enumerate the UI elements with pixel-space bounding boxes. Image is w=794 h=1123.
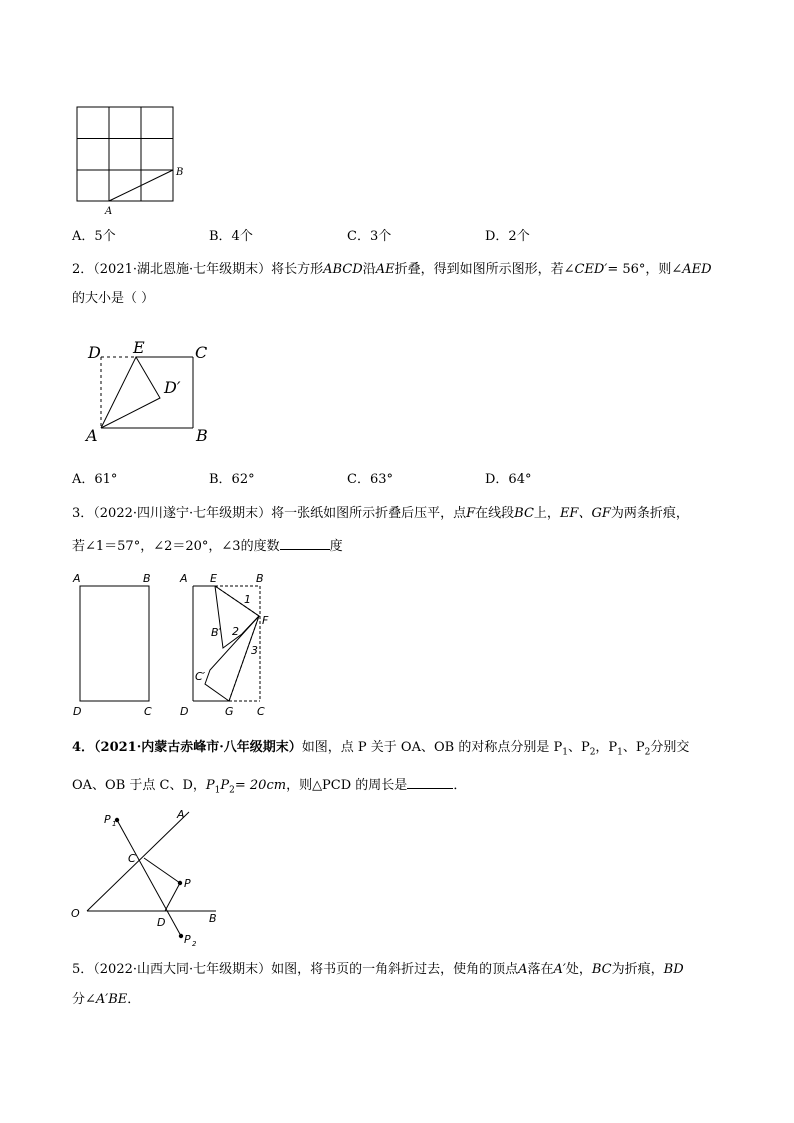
label-c: C: [195, 343, 208, 362]
q2-stem-line1: 2．（2021·湖北恩施·七年级期末）将长方形ABCD沿AE折叠，得到如图所示图形，若∠CED′= 56°，则∠AED: [72, 262, 712, 277]
label-b2: B: [256, 572, 264, 585]
label-a: A: [86, 426, 98, 445]
q4-stem-line1: 4．（2021·内蒙古赤峰市·八年级期末）如图，点 P 关于 OA、OB 的对称点分别是 $P_1$、$P_2$，$P_1$、$P_2$分别交: [72, 740, 690, 758]
label-a1: A: [73, 572, 81, 585]
label-p2: P: [184, 933, 191, 946]
label-g: G: [225, 705, 234, 718]
q3-stem-line2: 若∠1＝57°，∠2＝20°，∠3的度数 度: [72, 539, 343, 554]
q4-answer-blank[interactable]: [407, 776, 453, 789]
label-p2-sub: 2: [192, 940, 197, 948]
q2-option-c: C．63°: [347, 472, 393, 487]
q2-option-a: A．61°: [72, 472, 118, 487]
label-e: E: [210, 572, 217, 585]
label-d1: D: [73, 705, 82, 718]
label-p: P: [184, 877, 191, 890]
label-angle-1: 1: [244, 593, 251, 606]
label-p1: P: [104, 813, 111, 826]
label-p1-sub: 1: [112, 820, 117, 828]
label-d-prime: D′: [164, 378, 181, 397]
q4-reflection-figure: [68, 805, 238, 950]
grid-outline: [77, 107, 173, 201]
label-b: B: [209, 912, 217, 925]
q3-stem-line1: 3．（2022·四川遂宁·七年级期末）将一张纸如图所示折叠后压平，点F在线段BC上，EF、GF为两条折痕，: [72, 506, 689, 521]
label-angle-3: 3: [251, 644, 258, 657]
ray-oa: [87, 812, 189, 911]
label-a2: A: [180, 572, 188, 585]
label-d: D: [157, 916, 166, 929]
label-b1: B: [143, 572, 151, 585]
label-b-prime: B′: [211, 626, 222, 639]
q5-stem-line1: 5．（2022·山西大同·七年级期末）如图，将书页的一角斜折过去，使角的顶点A落在A′处，BC为折痕，BD: [72, 962, 684, 977]
label-d2: D: [180, 705, 189, 718]
q4-stem-line2: OA、OB 于点 C、D，$P_1P_2= 20cm$，则△PCD 的周长是 ．: [72, 778, 467, 796]
label-c1: C: [144, 705, 152, 718]
label-d: D: [88, 343, 101, 362]
q3-original-rect: [80, 586, 149, 701]
segment-p1p2: [117, 820, 181, 936]
label-c2: C: [257, 705, 265, 718]
q2-option-d: D．64°: [485, 472, 532, 487]
label-a: A: [177, 808, 185, 821]
label-e: E: [133, 338, 145, 357]
q1-grid-figure: [70, 100, 200, 220]
label-o: O: [71, 907, 80, 920]
q3-folding-figure: [68, 568, 288, 720]
q2-stem-line2: 的大小是（ ）: [72, 291, 155, 306]
q1-option-b: B．4个: [209, 229, 253, 244]
q1-option-a: A．5个: [72, 229, 116, 244]
q2-rectangle-figure: [80, 335, 220, 450]
label-b: B: [196, 426, 208, 445]
label-a: A: [105, 206, 113, 217]
label-c: C: [128, 852, 136, 865]
label-b: B: [176, 167, 184, 178]
label-f: F: [262, 614, 269, 627]
q2-option-b: B．62°: [209, 472, 255, 487]
q1-option-d: D．2个: [485, 229, 530, 244]
label-angle-2: 2: [232, 625, 239, 638]
label-c-prime: C′: [195, 670, 206, 683]
q5-stem-line2: 分∠A′BE．: [72, 992, 141, 1007]
q3-answer-blank[interactable]: [280, 537, 330, 550]
q1-option-c: C．3个: [347, 229, 392, 244]
